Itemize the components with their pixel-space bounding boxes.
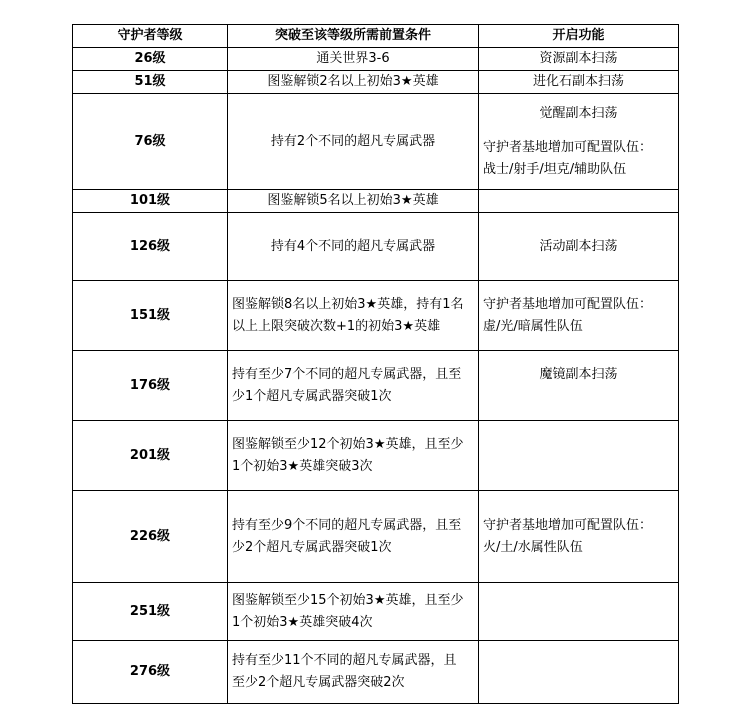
header-guardian-level: 守护者等级 [73, 25, 228, 48]
table-row [73, 641, 679, 704]
table-row [73, 71, 679, 94]
function-cell [479, 190, 679, 213]
condition-cell [228, 351, 479, 421]
table-row [73, 94, 679, 190]
condition-line: 持有至少9个不同的超凡专属武器，且至 [232, 517, 462, 533]
condition-line: 1个初始3★英雄突破3次 [232, 458, 373, 474]
function-line: 进化石副本扫荡 [532, 74, 624, 89]
function-line: 守护者基地增加可配置队伍： [483, 139, 653, 155]
function-line: 活动副本扫荡 [539, 238, 618, 254]
function-line: 觉醒副本扫荡 [539, 105, 618, 121]
function-cell [479, 583, 679, 641]
condition-cell [228, 71, 479, 94]
condition-cell [228, 213, 479, 281]
level-cell: 151级 [73, 281, 228, 351]
function-cell [479, 281, 679, 351]
level-cell: 201级 [73, 421, 228, 491]
function-cell [479, 641, 679, 704]
condition-line: 以上上限突破次数+1的初始3★英雄 [232, 318, 441, 334]
function-cell [479, 421, 679, 491]
condition-cell [228, 641, 479, 704]
condition-line: 少2个超凡专属武器突破1次 [232, 539, 392, 555]
function-cell [479, 213, 679, 281]
level-cell: 276级 [73, 641, 228, 704]
function-line: 守护者基地增加可配置队伍： [483, 296, 653, 312]
condition-line: 至少2个超凡专属武器突破2次 [232, 675, 405, 690]
level-cell: 26级 [73, 48, 228, 71]
function-line: 魔镜副本扫荡 [539, 366, 618, 382]
function-cell [479, 48, 679, 71]
condition-cell [228, 421, 479, 491]
function-line: 虚/光/暗属性队伍 [483, 318, 583, 334]
table-row [73, 351, 679, 421]
table-row [73, 491, 679, 583]
condition-cell [228, 94, 479, 190]
level-cell: 176级 [73, 351, 228, 421]
level-cell: 226级 [73, 491, 228, 583]
condition-line: 持有至少7个不同的超凡专属武器，且至 [232, 366, 462, 382]
condition-line: 图鉴解锁5名以上初始3★英雄 [267, 193, 439, 208]
table-row [73, 281, 679, 351]
condition-line: 1个初始3★英雄突破4次 [232, 614, 373, 630]
condition-line: 持有4个不同的超凡专属武器 [270, 238, 436, 254]
level-cell: 251级 [73, 583, 228, 641]
condition-cell [228, 281, 479, 351]
condition-line: 少1个超凡专属武器突破1次 [232, 388, 392, 404]
table-header-row [73, 25, 679, 48]
function-line: 守护者基地增加可配置队伍： [483, 517, 653, 533]
function-cell [479, 94, 679, 190]
function-cell [479, 491, 679, 583]
table-row [73, 213, 679, 281]
condition-line: 图鉴解锁8名以上初始3★英雄，持有1名 [232, 296, 464, 312]
table-row [73, 48, 679, 71]
condition-line: 图鉴解锁至少15个初始3★英雄，且至少 [232, 592, 464, 608]
condition-line: 持有至少11个不同的超凡专属武器，且 [232, 653, 457, 668]
level-cell: 76级 [73, 94, 228, 190]
table-row [73, 190, 679, 213]
table-row [73, 421, 679, 491]
guardian-level-table [72, 24, 679, 704]
function-cell [479, 71, 679, 94]
condition-line: 图鉴解锁2名以上初始3★英雄 [267, 74, 439, 89]
function-line: 资源副本扫荡 [539, 51, 618, 66]
level-cell: 126级 [73, 213, 228, 281]
header-prerequisite: 突破至该等级所需前置条件 [228, 25, 479, 48]
function-cell [479, 351, 679, 421]
condition-cell [228, 491, 479, 583]
condition-line: 持有2个不同的超凡专属武器 [270, 133, 436, 149]
function-line: 火/土/水属性队伍 [483, 539, 583, 555]
level-cell: 101级 [73, 190, 228, 213]
table-row [73, 583, 679, 641]
condition-line: 通关世界3-6 [316, 51, 390, 66]
header-unlocked-function: 开启功能 [479, 25, 679, 48]
function-line: 战士/射手/坦克/辅助队伍 [483, 161, 627, 177]
condition-cell [228, 583, 479, 641]
condition-cell [228, 190, 479, 213]
condition-cell [228, 48, 479, 71]
level-cell: 51级 [73, 71, 228, 94]
condition-line: 图鉴解锁至少12个初始3★英雄，且至少 [232, 436, 464, 452]
